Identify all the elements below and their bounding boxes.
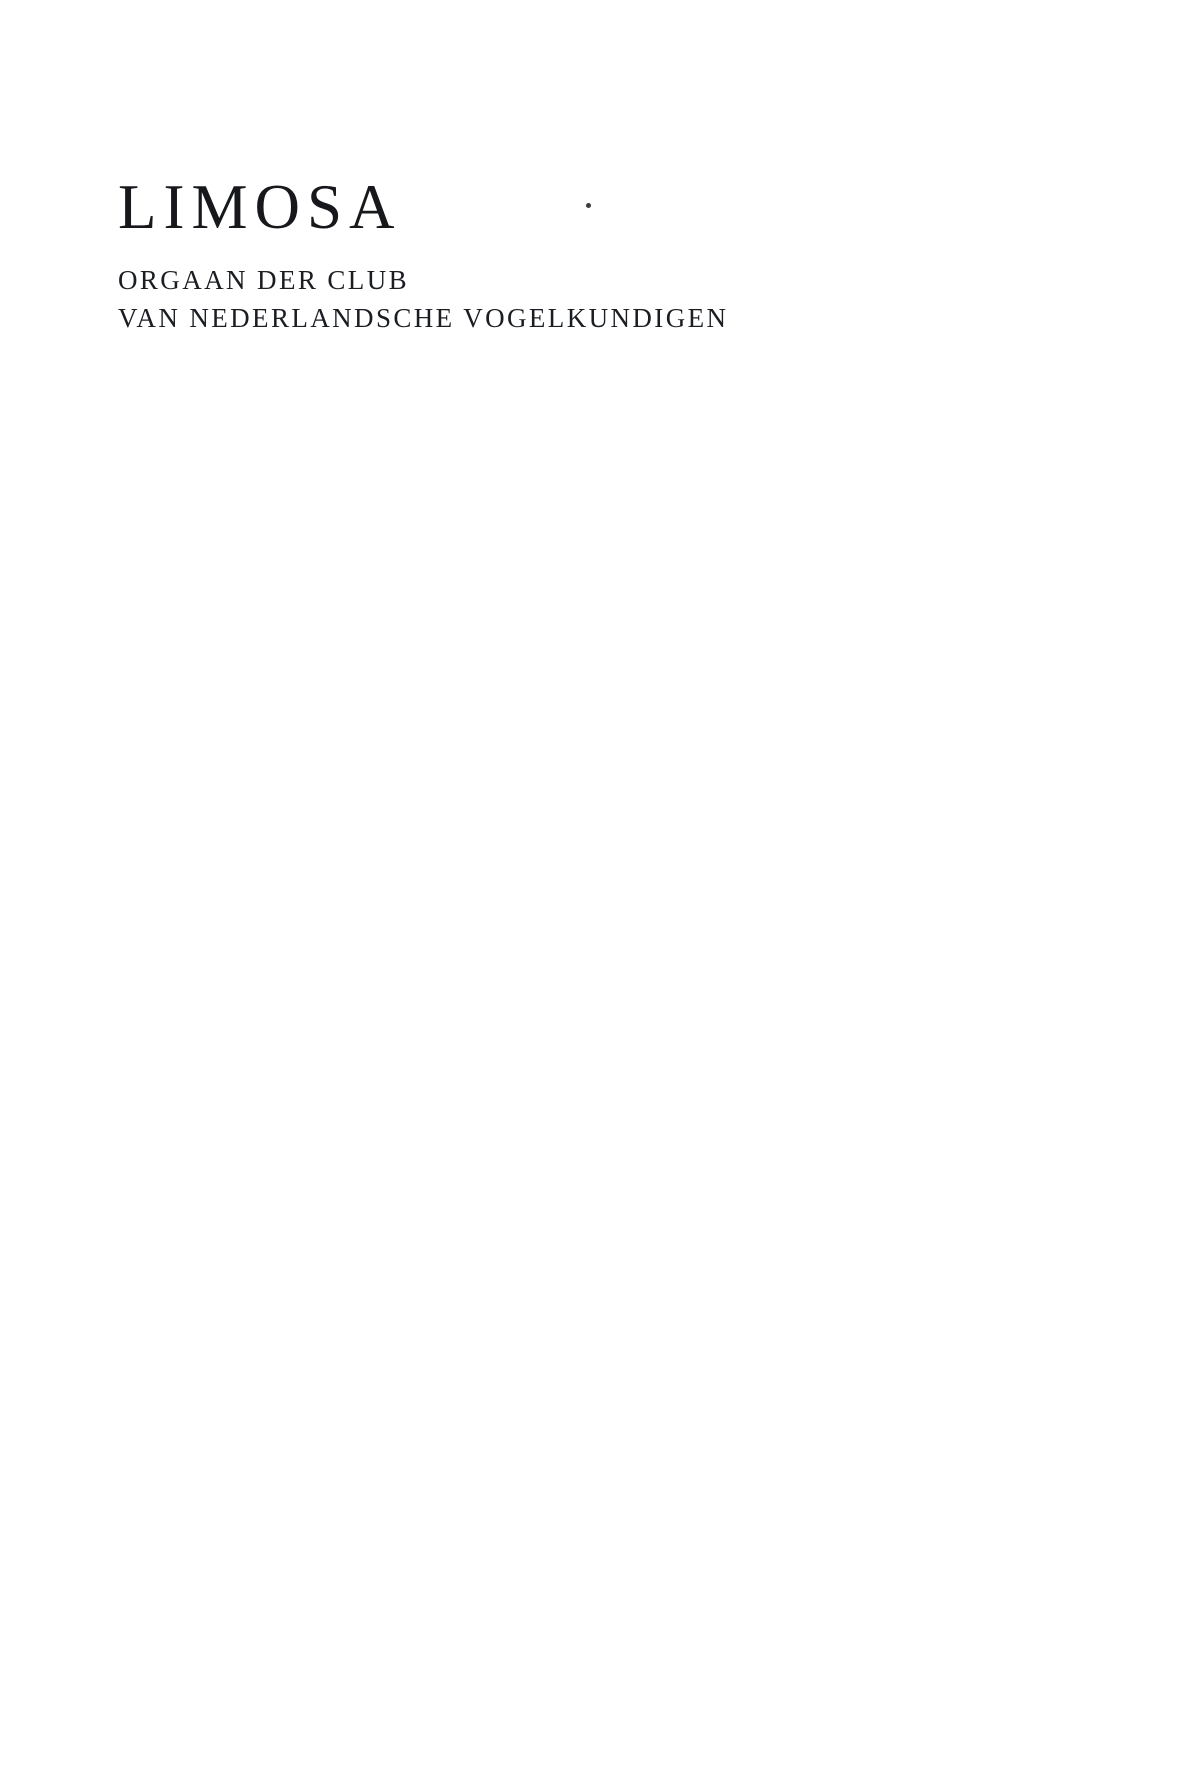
masthead [118, 172, 1018, 338]
page-title: LIMOSA [118, 172, 402, 242]
subtitle-line-1: ORGAAN DER CLUB [118, 265, 410, 295]
stray-ink-dot [586, 203, 591, 208]
subtitle-line-2: VAN NEDERLANDSCHE VOGELKUNDIGEN [118, 303, 729, 334]
subtitle-block [118, 261, 1018, 338]
